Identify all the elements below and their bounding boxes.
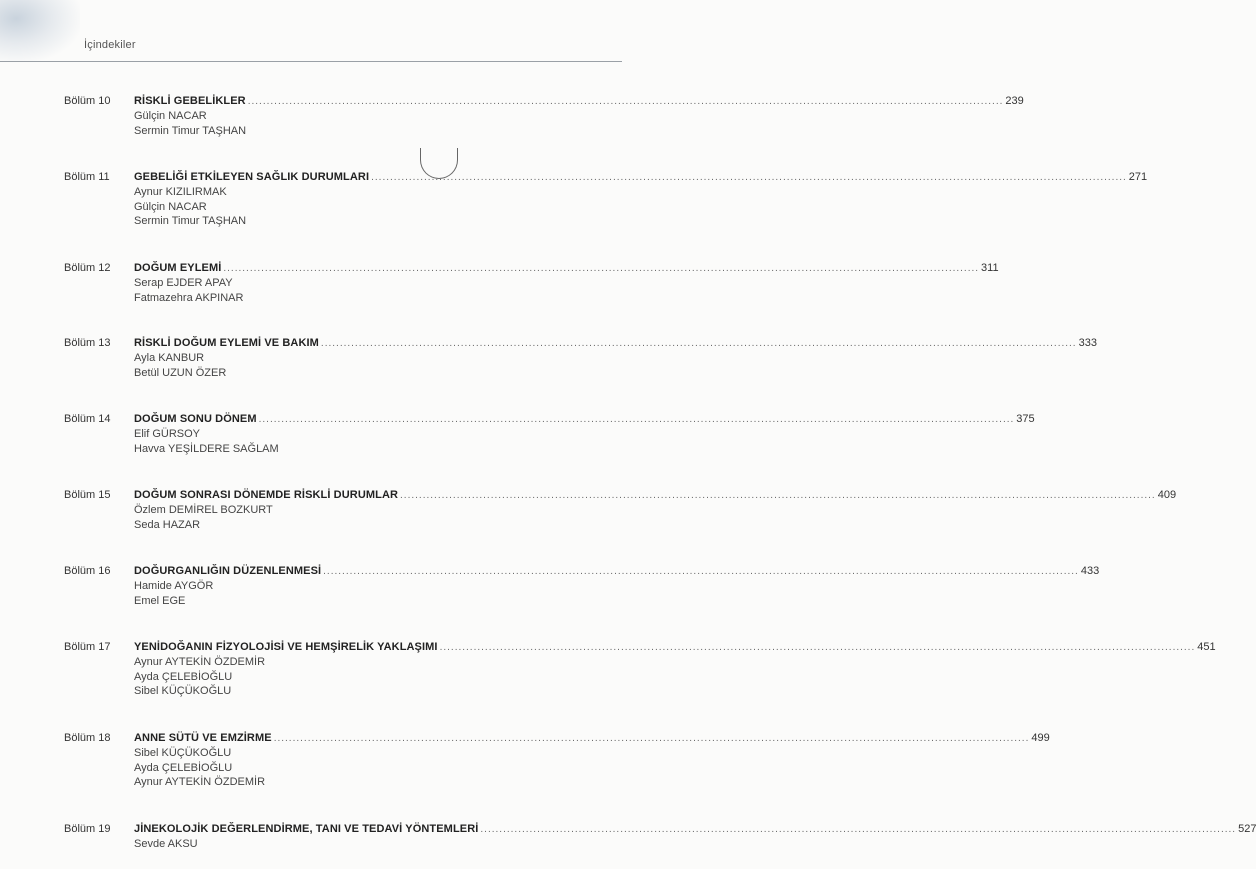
chapter-title-row bbox=[134, 337, 1097, 350]
page-number: 527 bbox=[1238, 823, 1256, 835]
page-number: 433 bbox=[1080, 565, 1100, 577]
page-number: 375 bbox=[1016, 413, 1035, 425]
chapter-title: JİNEKOLOJİK DEĞERLENDİRME, TANI VE TEDAVİ YÖNTEMLERİ bbox=[134, 823, 479, 835]
chapter-label: Bölüm 19 bbox=[64, 823, 111, 835]
chapter-label: Bölüm 14 bbox=[64, 413, 111, 425]
chapter-title-row bbox=[134, 641, 1216, 654]
chapter-title-row bbox=[134, 413, 1035, 426]
author-name: Betül UZUN ÖZER bbox=[134, 366, 227, 379]
page-number: 451 bbox=[1197, 641, 1216, 653]
author-name: Sermin Timur TAŞHAN bbox=[134, 215, 247, 227]
header-divider bbox=[0, 61, 622, 62]
chapter-label: Bölüm 13 bbox=[64, 337, 111, 349]
author-name: Aynur AYTEKİN ÖZDEMİR bbox=[134, 776, 266, 788]
chapter-title-row bbox=[134, 489, 1177, 502]
author-name: Gülçin NACAR bbox=[134, 110, 207, 122]
dot-leader: ........................................................................................................................................................................................................ bbox=[223, 263, 980, 274]
chapter-label: Bölüm 16 bbox=[64, 565, 111, 577]
dot-leader: ........................................................................................................................................................................................................ bbox=[320, 338, 1077, 349]
chapter-title-row bbox=[134, 171, 1148, 184]
author-name: Sermin Timur TAŞHAN bbox=[134, 124, 247, 137]
header-title: İçindekiler bbox=[84, 39, 136, 51]
author-list bbox=[134, 185, 246, 229]
page-number: 311 bbox=[981, 262, 999, 274]
author-list bbox=[134, 351, 226, 380]
author-name: Hamide AYGÖR bbox=[134, 580, 214, 592]
author-name: Aynur AYTEKİN ÖZDEMİR bbox=[134, 656, 266, 668]
dot-leader: ........................................................................................................................................................................................................ bbox=[247, 96, 1004, 107]
page-header bbox=[0, 0, 622, 62]
chapter-label: Bölüm 11 bbox=[64, 171, 110, 183]
author-list bbox=[134, 109, 246, 138]
author-name: Sibel KÜÇÜKOĞLU bbox=[134, 747, 232, 759]
chapter-label: Bölüm 18 bbox=[64, 732, 111, 744]
dot-leader: ........................................................................................................................................................................................................ bbox=[258, 414, 1015, 425]
dot-leader: ........................................................................................................................................................................................................ bbox=[371, 172, 1127, 183]
author-name: Aynur KIZILIRMAK bbox=[134, 186, 227, 198]
author-list bbox=[134, 503, 273, 532]
dot-leader: ........................................................................................................................................................................................................ bbox=[323, 566, 1079, 577]
author-name: Sibel KÜÇÜKOĞLU bbox=[134, 685, 232, 697]
page-number: 333 bbox=[1078, 337, 1097, 349]
chapter-title-row bbox=[134, 95, 1024, 108]
chapter-label: Bölüm 17 bbox=[64, 641, 111, 653]
author-name: Ayla KANBUR bbox=[134, 352, 205, 364]
chapter-title: ANNE SÜTÜ VE EMZİRME bbox=[134, 732, 272, 744]
dot-leader: ........................................................................................................................................................................................................ bbox=[439, 642, 1196, 653]
chapter-title-row bbox=[134, 732, 1050, 745]
chapter-title-row bbox=[134, 823, 1256, 836]
chapter-title-row bbox=[134, 565, 1100, 578]
author-name: Havva YEŞİLDERE SAĞLAM bbox=[134, 442, 279, 455]
author-list bbox=[134, 837, 198, 852]
author-name: Sevde AKSU bbox=[134, 838, 198, 850]
chapter-title: DOĞUM SONRASI DÖNEMDE RİSKLİ DURUMLAR bbox=[134, 489, 399, 501]
chapter-title: GEBELİĞİ ETKİLEYEN SAĞLIK DURUMLARI bbox=[134, 171, 370, 183]
author-name: Elif GÜRSOY bbox=[134, 428, 201, 440]
author-name: Özlem DEMİREL BOZKURT bbox=[134, 504, 273, 516]
author-name: Ayda ÇELEBİOĞLU bbox=[134, 761, 233, 774]
chapter-title: YENİDOĞANIN FİZYOLOJİSİ VE HEMŞİRELİK YAKLAŞIMI bbox=[134, 641, 438, 653]
author-name: Emel EGE bbox=[134, 594, 186, 607]
author-list bbox=[134, 427, 279, 456]
chapter-title: RİSKLİ DOĞUM EYLEMİ VE BAKIM bbox=[134, 337, 319, 349]
author-list bbox=[134, 276, 243, 305]
author-list bbox=[134, 746, 265, 790]
page-number: 409 bbox=[1157, 489, 1177, 501]
chapter-title: DOĞUM EYLEMİ bbox=[134, 262, 222, 274]
author-name: Fatmazehra AKPINAR bbox=[134, 291, 244, 304]
chapter-title: DOĞUM SONU DÖNEM bbox=[134, 413, 257, 425]
author-list bbox=[134, 579, 213, 608]
author-name: Gülçin NACAR bbox=[134, 200, 207, 213]
author-name: Serap EJDER APAY bbox=[134, 277, 233, 289]
chapter-title: RİSKLİ GEBELİKLER bbox=[134, 95, 246, 107]
dot-leader: ........................................................................................................................................................................................................ bbox=[400, 490, 1156, 501]
chapter-label: Bölüm 12 bbox=[64, 262, 111, 274]
page-number: 239 bbox=[1005, 95, 1024, 107]
dot-leader: ........................................................................................................................................................................................................ bbox=[480, 824, 1237, 835]
header-decoration bbox=[0, 0, 80, 62]
author-name: Ayda ÇELEBİOĞLU bbox=[134, 670, 233, 683]
author-name: Seda HAZAR bbox=[134, 518, 201, 531]
page-number: 499 bbox=[1031, 732, 1050, 744]
chapter-label: Bölüm 10 bbox=[64, 95, 111, 107]
chapter-label: Bölüm 15 bbox=[64, 489, 111, 501]
dot-leader: ........................................................................................................................................................................................................ bbox=[273, 733, 1030, 744]
page-number: 271 bbox=[1128, 171, 1148, 183]
chapter-title: DOĞURGANLIĞIN DÜZENLENMESİ bbox=[134, 565, 322, 577]
chapter-title-row bbox=[134, 262, 999, 275]
author-list bbox=[134, 655, 265, 699]
